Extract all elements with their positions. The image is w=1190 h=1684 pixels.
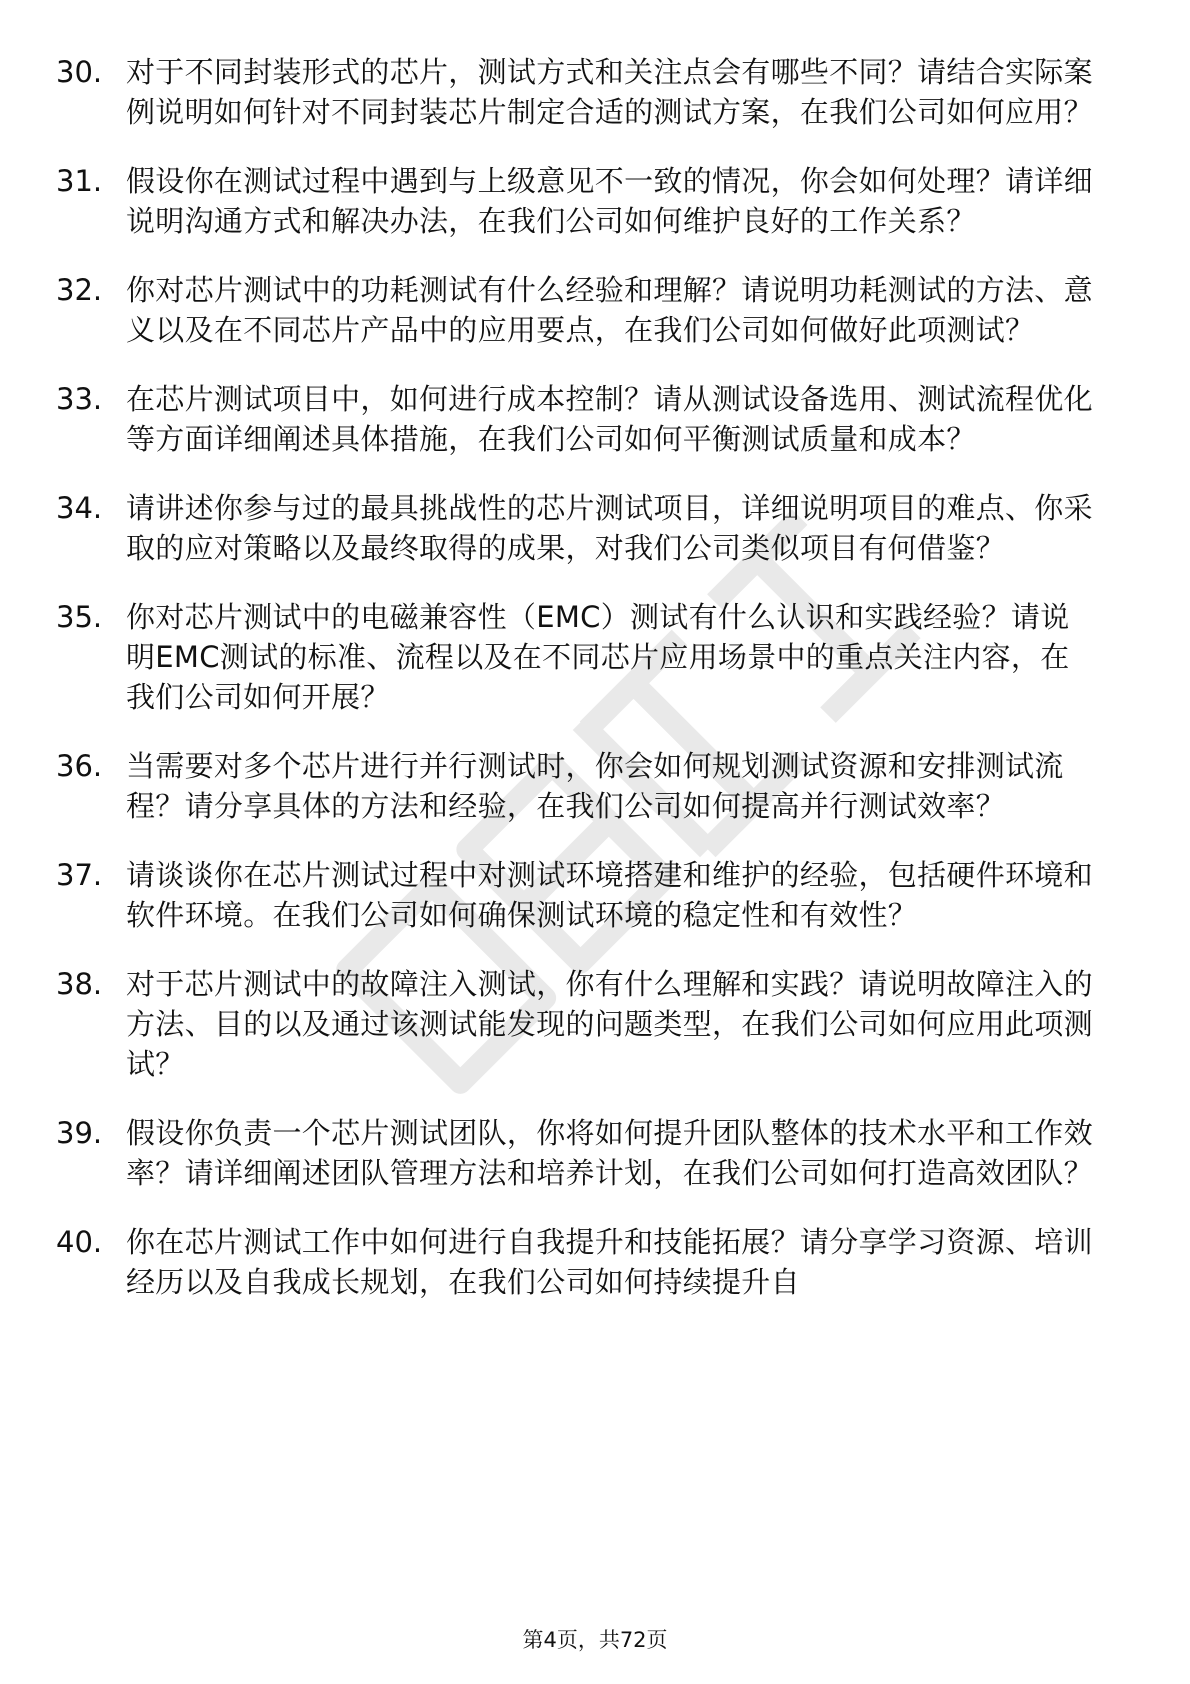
question-text: 请谈谈你在芯片测试过程中对测试环境搭建和维护的经验，包括硬件环境和软件环境。在我们公司如何确保测试环境的稳定性和有效性？ xyxy=(126,858,1093,932)
question-number: 35. xyxy=(56,600,103,634)
question-item xyxy=(56,855,1096,935)
question-item xyxy=(56,270,1096,350)
question-text: 假设你在测试过程中遇到与上级意见不一致的情况，你会如何处理？请详细说明沟通方式和解决办法，在我们公司如何维护良好的工作关系？ xyxy=(126,164,1093,238)
question-text: 对于芯片测试中的故障注入测试，你有什么理解和实践？请说明故障注入的方法、目的以及通过该测试能发现的问题类型，在我们公司如何应用此项测试？ xyxy=(126,967,1093,1081)
question-item xyxy=(56,161,1096,241)
question-text: 请讲述你参与过的最具挑战性的芯片测试项目，详细说明项目的难点、你采取的应对策略以及最终取得的成果，对我们公司类似项目有何借鉴？ xyxy=(126,491,1093,565)
question-number: 33. xyxy=(56,382,103,416)
question-text: 你在芯片测试工作中如何进行自我提升和技能拓展？请分享学习资源、培训经历以及自我成长规划，在我们公司如何持续提升自 xyxy=(126,1225,1093,1299)
question-text: 当需要对多个芯片进行并行测试时，你会如何规划测试资源和安排测试流程？请分享具体的方法和经验，在我们公司如何提高并行测试效率？ xyxy=(126,749,1064,823)
question-item xyxy=(56,964,1096,1084)
question-number: 38. xyxy=(56,967,103,1001)
question-number: 39. xyxy=(56,1116,103,1150)
question-text: 你对芯片测试中的功耗测试有什么经验和理解？请说明功耗测试的方法、意义以及在不同芯片产品中的应用要点，在我们公司如何做好此项测试？ xyxy=(126,273,1093,347)
question-number: 40. xyxy=(56,1225,103,1259)
question-item xyxy=(56,1113,1096,1193)
question-list xyxy=(56,52,1096,1331)
question-item xyxy=(56,52,1096,132)
question-text: 在芯片测试项目中，如何进行成本控制？请从测试设备选用、测试流程优化等方面详细阐述具体措施，在我们公司如何平衡测试质量和成本？ xyxy=(126,382,1093,456)
page-footer: 第4页，共72页 xyxy=(522,1628,668,1652)
question-number: 37. xyxy=(56,858,103,892)
question-item xyxy=(56,379,1096,459)
question-number: 32. xyxy=(56,273,103,307)
question-number: 36. xyxy=(56,749,103,783)
question-item xyxy=(56,488,1096,568)
question-number: 31. xyxy=(56,164,103,198)
question-item xyxy=(56,597,1096,717)
question-number: 34. xyxy=(56,491,103,525)
question-text: 对于不同封装形式的芯片，测试方式和关注点会有哪些不同？请结合实际案例说明如何针对不同封装芯片制定合适的测试方案，在我们公司如何应用？ xyxy=(126,55,1093,129)
question-number: 30. xyxy=(56,55,103,89)
question-item xyxy=(56,746,1096,826)
question-item xyxy=(56,1222,1096,1302)
question-text: 你对芯片测试中的电磁兼容性（EMC）测试有什么认识和实践经验？请说明EMC测试的标准、流程以及在不同芯片应用场景中的重点关注内容，在我们公司如何开展？ xyxy=(126,600,1070,714)
question-text: 假设你负责一个芯片测试团队，你将如何提升团队整体的技术水平和工作效率？请详细阐述团队管理方法和培养计划，在我们公司如何打造高效团队？ xyxy=(126,1116,1093,1190)
